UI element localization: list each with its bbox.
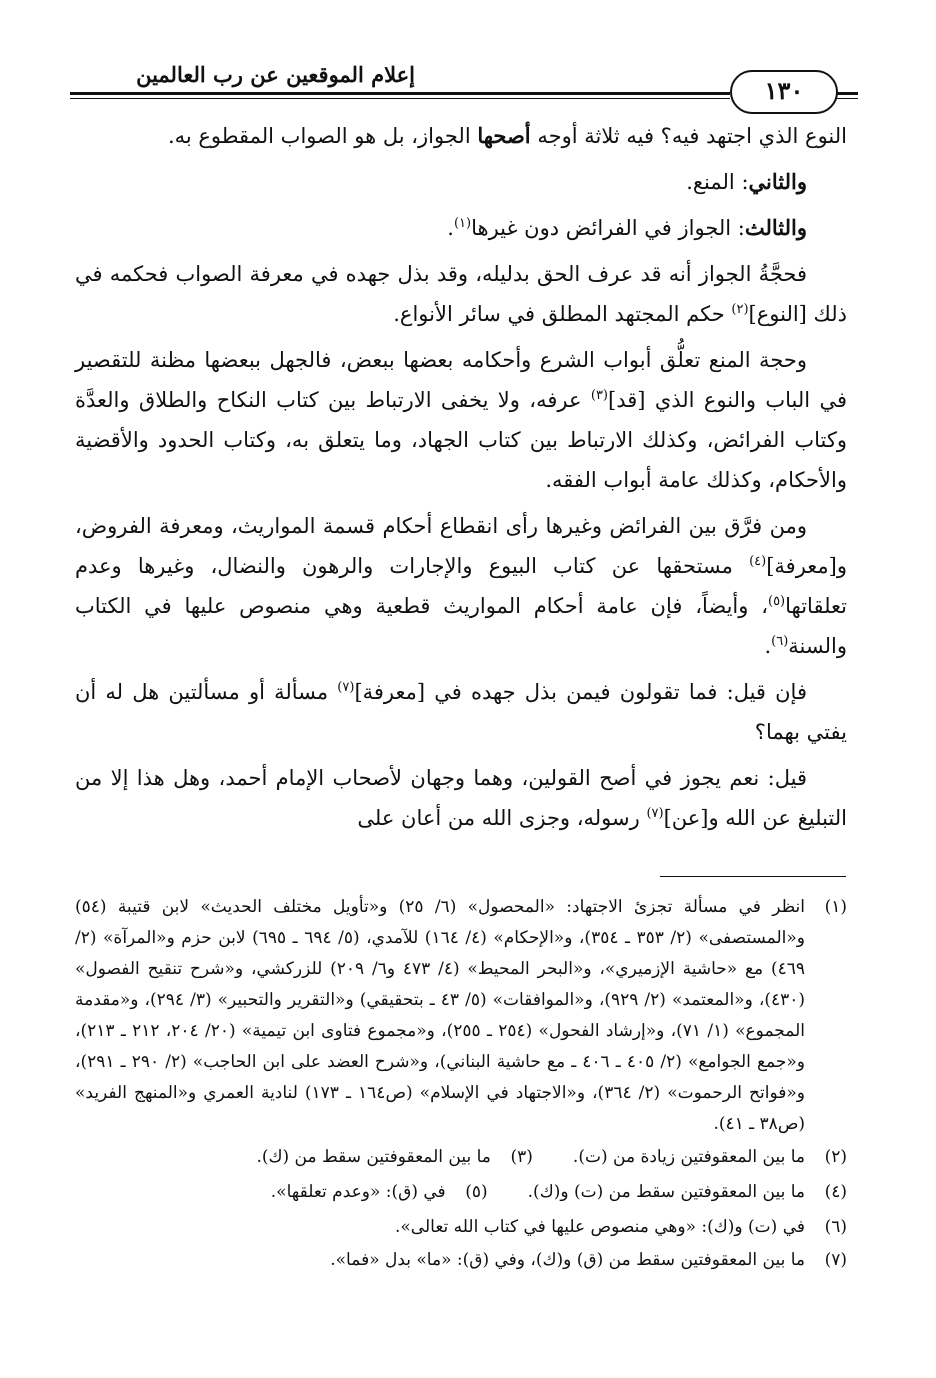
page-header — [70, 52, 858, 112]
footnote-text: ما بين المعقوفتين سقط من (ك). — [256, 1147, 491, 1167]
header-rule-thin — [70, 98, 730, 99]
footnote-1 — [75, 892, 847, 1140]
footnote-3 — [256, 1142, 532, 1173]
paragraph-1: النوع الذي اجتهد فيه؟ فيه ثلاثة أوجه أصحها الجواز، بل هو الصواب المقطوع به. — [167, 123, 847, 148]
footnote-text: ما بين المعقوفتين زيادة من (ت). — [572, 1147, 805, 1167]
footnote-text: في (ق): «وعدم تعلقها». — [270, 1182, 446, 1202]
footnote-ref[interactable]: (٣) — [590, 388, 608, 403]
footnote-ref[interactable]: (١) — [453, 216, 472, 231]
bold-term: والثاني — [748, 169, 807, 194]
footnotes — [75, 892, 847, 1278]
page-number: ١٣٠ — [730, 70, 838, 114]
footnote-6 — [75, 1212, 847, 1243]
footnote-7 — [75, 1245, 847, 1276]
header-rule-thick — [70, 92, 730, 95]
paragraph-5: وحجة المنع تعلُّق أبواب الشرع وأحكامه بعضها ببعض، فالجهل ببعضها مظنة للتقصير في الباب والنوع الذي [قد]$^{(٣)}$ عرفه، ولا يخفى الارتباط بين كتاب النكاح والطلاق والعدَّة وكتاب الفرائض، وكذلك الارتباط بين كتاب الجهاد، وما يتعلق به، وكتاب الحدود والأقضية والأحكام، وكذلك عامة أبواب الفقه. — [75, 348, 847, 492]
bold-term: والثالث — [744, 215, 807, 240]
footnote-number: (٤) — [824, 1182, 847, 1202]
running-title: إعلام الموقعين عن رب العالمين — [136, 62, 415, 87]
paragraph-3: والثالث: الجواز في الفرائض دون غيرها$^{(١)}$. — [447, 215, 807, 240]
footnote-text: ما بين المعقوفتين سقط من (ق) و(ك)، وفي (ق): «ما» بدل «فما». — [330, 1250, 805, 1270]
footnote-number: (١) — [824, 897, 847, 917]
footnote-5 — [271, 1177, 488, 1208]
bold-term: أصحها — [477, 123, 531, 148]
footnote-ref[interactable]: (٥) — [767, 594, 786, 609]
footnote-number: (٧) — [824, 1250, 847, 1270]
footnote-number: (٥) — [465, 1182, 488, 1202]
footnote-ref[interactable]: (٧) — [337, 680, 355, 695]
footnote-ref[interactable]: (٤) — [749, 554, 767, 569]
paragraph-4: فحجَّةُ الجواز أنه قد عرف الحق بدليله، وقد بذل جهده في معرفة الصواب فحكمه في ذلك [النوع]$^{(٢)}$ حكم المجتهد المطلق في سائر الأنواع. — [75, 262, 847, 326]
paragraph-6: ومن فرَّق بين الفرائض وغيرها رأى انقطاع أحكام قسمة المواريث، ومعرفة الفروض، و[معرفة]$^{(٤)}$ مستحقها عن كتاب البيوع والإجارات والرهون والنضال، وغيرها وعدم تعلقاتها$^{(٥)}$، وأيضاً، فإن عامة أحكام المواريث قطعية وهي منصوص عليها في الكتاب والسنة$^{(٦)}$. — [75, 514, 847, 658]
footnote-number: (٣) — [510, 1147, 533, 1167]
footnote-ref[interactable]: (٧) — [646, 806, 664, 821]
main-text — [75, 116, 847, 844]
paragraph-2: والثاني: المنع. — [686, 169, 807, 194]
footnote-text: انظر في مسألة تجزئ الاجتهاد: «المحصول» (٦/ ٢٥) و«تأويل مختلف الحديث» لابن قتيبة (٥٤) و«المستصفى» (٢/ ٣٥٣ ـ ٣٥٤)، و«الإحكام» (٤/ ١٦٤) للآمدي، (٥/ ٦٩٤ ـ ٦٩٥) لابن حزم و«المرآة» (٢/ ٤٦٩) مع «حاشية الإزميري»، و«البحر المحيط» (٤/ ٤٧٣ و٦/ ٢٠٩) للزركشي، و«شرح تنقيح الفصول» (٤٣٠)، و«المعتمد» (٢/ ٩٢٩)، و«الموافقات» (٥/ ٤٣ ـ بتحقيقي) و«التقرير والتحبير» (٣/ ٢٩٤)، و«مقدمة المجموع» (١/ ٧١)، و«إرشاد الفحول» (٢٥٤ ـ ٢٥٥)، و«مجموع فتاوى ابن تيمية» (٢٠/ ٢٠٤، ٢١٢ ـ ٢١٣)، و«جمع الجوامع» (٢/ ٤٠٥ ـ ٤٠٦ ـ مع حاشية البناني)، و«شرح العضد على ابن الحاجب» (٢/ ٢٩٠ ـ ٢٩١)، و«فواتح الرحموت» (٢/ ٣٦٤)، و«الاجتهاد في الإسلام» (ص١٦٤ ـ ١٧٣) لنادية العمري و«المنهج الفريد» (ص٣٨ ـ ٤١). — [75, 897, 806, 1134]
paragraph-7: فإن قيل: فما تقولون فيمن بذل جهده في [معرفة]$^{(٧)}$ مسألة أو مسألتين هل له أن يفتي بهما؟ — [75, 680, 847, 744]
footnote-text: في (ت) و(ك): «وهي منصوص عليها في كتاب الله تعالى». — [394, 1217, 805, 1237]
footnote-row-4-5 — [75, 1177, 847, 1208]
footnote-4 — [528, 1177, 847, 1208]
footnote-text: ما بين المعقوفتين سقط من (ت) و(ك). — [527, 1182, 805, 1202]
footnote-row-2-3 — [75, 1142, 847, 1173]
footnote-separator — [660, 876, 846, 877]
paragraph-8: قيل: نعم يجوز في أصح القولين، وهما وجهان لأصحاب الإمام أحمد، وهل هذا إلا من التبليغ عن الله و[عن]$^{(٧)}$ رسوله، وجزى الله من أعان على — [75, 766, 847, 830]
header-rule-right-thin — [834, 98, 858, 99]
footnote-number: (٢) — [824, 1147, 847, 1167]
footnote-2 — [573, 1142, 847, 1173]
footnote-number: (٦) — [824, 1217, 847, 1237]
footnote-ref[interactable]: (٦) — [771, 634, 789, 649]
footnote-ref[interactable]: (٢) — [731, 302, 749, 317]
